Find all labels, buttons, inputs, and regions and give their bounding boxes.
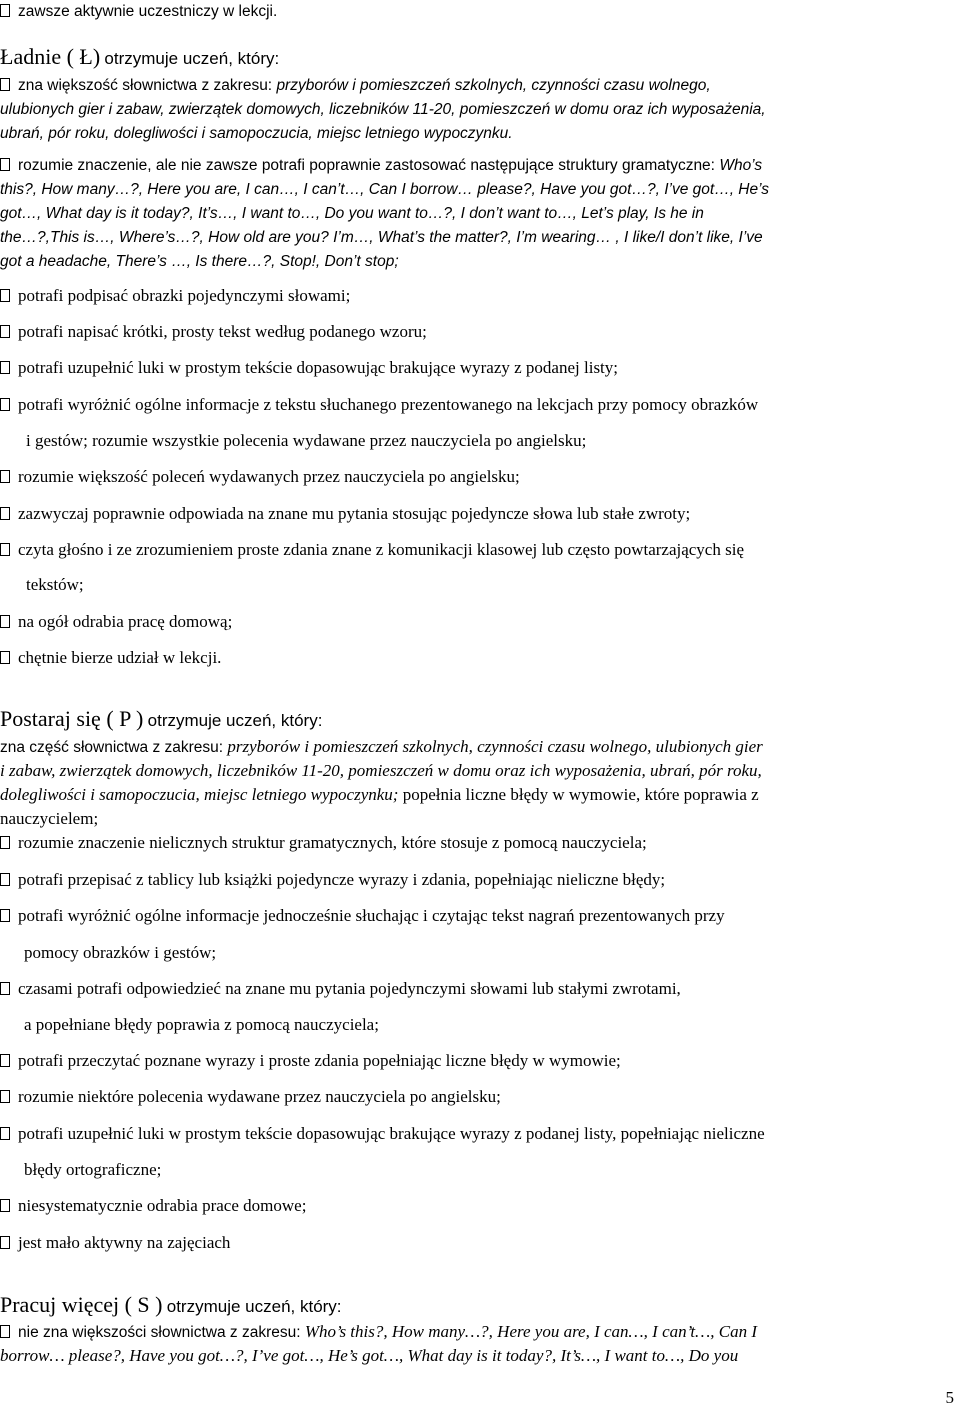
checkbox-bullet-icon	[0, 289, 10, 302]
checkbox-bullet-icon	[0, 1199, 10, 1212]
list-item-continuation: pomocy obrazków i gestów;	[24, 943, 217, 962]
list-item: potrafi podpisać obrazki pojedynczymi słowami;	[0, 284, 350, 308]
list-item-continuation: the…?,This is…, Where’s…?, How old are you? I’m…, What’s the matter?, I’m wearing… , I like/I don’t like, I’ve	[0, 229, 763, 246]
paragraph-line: dolegliwości i samopoczucia, miejsc letniego wypoczynku; popełnia liczne błędy w wymowie, które poprawia z	[0, 785, 759, 804]
checkbox-bullet-icon	[0, 873, 10, 886]
list-item: zna większość słownictwa z zakresu: przyborów i pomieszczeń szkolnych, czynności czasu wolnego,	[0, 74, 711, 98]
checkbox-bullet-icon	[0, 507, 10, 520]
list-item: potrafi przepisać z tablicy lub książki pojedyncze wyrazy i zdania, popełniając nieliczne błędy;	[0, 868, 665, 892]
checkbox-bullet-icon	[0, 325, 10, 338]
section-heading-s: Pracuj więcej ( S ) otrzymuje uczeń, który:	[0, 1292, 342, 1317]
list-item: jest mało aktywny na zajęciach	[0, 1231, 230, 1255]
list-item: potrafi przeczytać poznane wyrazy i proste zdania popełniając liczne błędy w wymowie;	[0, 1049, 621, 1073]
list-item-continuation: błędy ortograficzne;	[24, 1160, 162, 1179]
list-item-continuation: tekstów;	[26, 575, 84, 594]
checkbox-bullet-icon	[0, 361, 10, 374]
checkbox-bullet-icon	[0, 836, 10, 849]
list-item-continuation: i gestów; rozumie wszystkie polecenia wydawane przez nauczyciela po angielsku;	[26, 431, 587, 450]
list-item-continuation: a popełniane błędy poprawia z pomocą nauczyciela;	[24, 1015, 379, 1034]
checkbox-bullet-icon	[0, 1090, 10, 1103]
checkbox-bullet-icon	[0, 1325, 10, 1338]
checkbox-bullet-icon	[0, 158, 10, 171]
list-item: rozumie znaczenie nielicznych struktur gramatycznych, które stosuje z pomocą nauczyciela;	[0, 831, 647, 855]
list-item-continuation: ubrań, pór roku, dolegliwości i samopoczucia, miejsc letniego wypoczynku.	[0, 125, 513, 142]
checkbox-bullet-icon	[0, 1127, 10, 1140]
list-item: czyta głośno i ze zrozumieniem proste zdania znane z komunikacji klasowej lub często powtarzających się	[0, 538, 744, 562]
checkbox-bullet-icon	[0, 982, 10, 995]
list-item: rozumie znaczenie, ale nie zawsze potrafi poprawnie zastosować następujące struktury gramatyczne: Who’s	[0, 154, 762, 178]
list-item: nie zna większości słownictwa z zakresu: Who’s this?, How many…?, Here you are, I can…, I can’t…, Can I	[0, 1320, 757, 1345]
list-item-continuation: got…, What day is it today?, It’s…, I want to…, Do you want to…?, I don’t want to…, Let’s play, Is he in	[0, 205, 704, 222]
paragraph-line: i zabaw, zwierzątek domowych, liczebników 11-20, pomieszczeń w domu oraz ich wyposażenia, ubrań, pór roku,	[0, 761, 762, 780]
list-item: zawsze aktywnie uczestniczy w lekcji.	[0, 0, 277, 24]
checkbox-bullet-icon	[0, 1054, 10, 1067]
list-item-continuation: borrow… please?, Have you got…?, I’ve got…, He’s got…, What day is it today?, It’s…, I want to…, Do you	[0, 1346, 739, 1365]
checkbox-bullet-icon	[0, 615, 10, 628]
list-item: niesystematycznie odrabia prace domowe;	[0, 1194, 306, 1218]
paragraph-line: nauczycielem;	[0, 809, 99, 828]
list-item: czasami potrafi odpowiedzieć na znane mu pytania pojedynczymi słowami lub stałymi zwrotami,	[0, 977, 681, 1001]
list-item: potrafi uzupełnić luki w prostym tekście dopasowując brakujące wyrazy z podanej listy, popełniając nieliczne	[0, 1122, 765, 1146]
list-item: potrafi wyróżnić ogólne informacje z tekstu słuchanego prezentowanego na lekcjach przy pomocy obrazków	[0, 393, 758, 417]
checkbox-bullet-icon	[0, 651, 10, 664]
list-item: rozumie niektóre polecenia wydawane przez nauczyciela po angielsku;	[0, 1085, 501, 1109]
checkbox-bullet-icon	[0, 909, 10, 922]
section-heading-l: Ładnie ( Ł) otrzymuje uczeń, który:	[0, 44, 280, 69]
checkbox-bullet-icon	[0, 543, 10, 556]
list-item: chętnie bierze udział w lekcji.	[0, 646, 221, 670]
list-item: na ogół odrabia pracę domową;	[0, 610, 232, 634]
list-item-continuation: this?, How many…?, Here you are, I can…, I can’t…, Can I borrow… please?, Have you got…?, I’ve got…, He’s	[0, 181, 770, 198]
list-item: potrafi napisać krótki, prosty tekst według podanego wzoru;	[0, 320, 427, 344]
checkbox-bullet-icon	[0, 470, 10, 483]
checkbox-bullet-icon	[0, 78, 10, 91]
paragraph-line: zna część słownictwa z zakresu: przyborów i pomieszczeń szkolnych, czynności czasu wolnego, ulubionych gier	[0, 737, 763, 756]
section-heading-p: Postaraj się ( P ) otrzymuje uczeń, który:	[0, 706, 323, 731]
list-item: rozumie większość poleceń wydawanych przez nauczyciela po angielsku;	[0, 465, 520, 489]
checkbox-bullet-icon	[0, 398, 10, 411]
list-item-continuation: got a headache, There’s …, Is there…?, Stop!, Don’t stop;	[0, 253, 399, 270]
checkbox-bullet-icon	[0, 4, 10, 17]
checkbox-bullet-icon	[0, 1236, 10, 1249]
list-item: zazwyczaj poprawnie odpowiada na znane mu pytania stosując pojedyncze słowa lub stałe zwroty;	[0, 502, 690, 526]
list-item-continuation: ulubionych gier i zabaw, zwierzątek domowych, liczebników 11-20, pomieszczeń w domu oraz ich wyposażenia,	[0, 101, 766, 118]
list-item: potrafi uzupełnić luki w prostym tekście dopasowując brakujące wyrazy z podanej listy;	[0, 356, 618, 380]
page-number: 5	[945, 1388, 954, 1407]
list-item: potrafi wyróżnić ogólne informacje jednocześnie słuchając i czytając tekst nagrań prezentowanych przy	[0, 904, 725, 928]
